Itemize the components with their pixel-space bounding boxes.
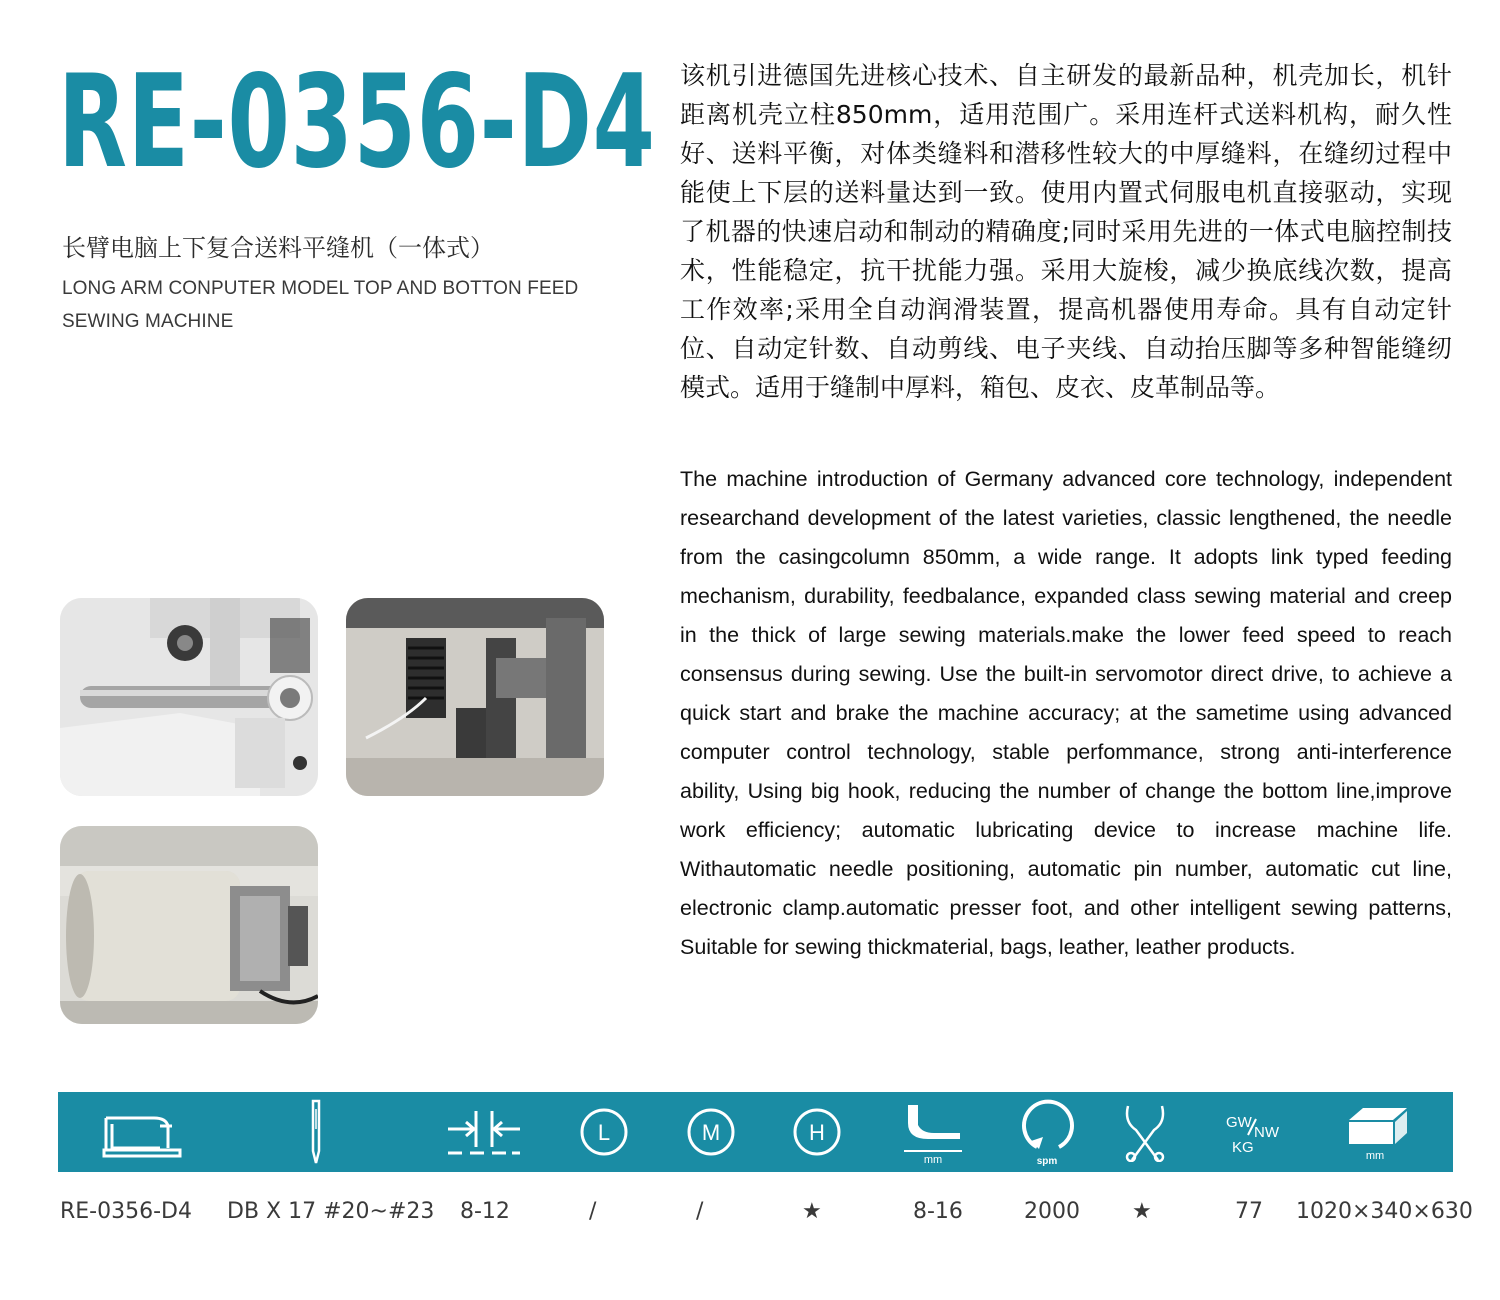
spec-value-light: /	[589, 1199, 597, 1224]
svg-text:mm: mm	[923, 1154, 943, 1165]
medium-material-icon	[685, 1092, 737, 1172]
svg-text:L: L	[597, 1120, 611, 1145]
svg-text:GW: GW	[1226, 1114, 1252, 1131]
presser-foot-lift-icon	[898, 1092, 968, 1172]
model-title: RE-0356-D4	[58, 48, 656, 197]
svg-text:H: H	[809, 1120, 825, 1145]
spec-icon-bar	[58, 1092, 1453, 1172]
spec-value-medium: /	[696, 1199, 704, 1224]
light-material-icon	[578, 1092, 630, 1172]
subtitle-english: LONG ARM CONPUTER MODEL TOP AND BOTTON FEED SEWING MACHINE	[62, 278, 579, 332]
spec-value-speed: 2000	[1024, 1199, 1080, 1224]
sewing-machine-icon	[100, 1092, 184, 1172]
spec-value-needle: DB X 17 #20~#23	[227, 1199, 435, 1224]
thread-trimmer-icon	[1120, 1092, 1170, 1172]
spec-value-presser-lift: 8-16	[913, 1199, 963, 1224]
spec-value-stitch-length: 8-12	[460, 1199, 510, 1224]
svg-text:NW: NW	[1254, 1124, 1279, 1141]
spec-value-weight: 77	[1235, 1199, 1263, 1224]
speed-icon	[1016, 1092, 1078, 1172]
heavy-material-icon	[791, 1092, 843, 1172]
svg-text:spm: spm	[1036, 1156, 1058, 1167]
package-size-icon	[1343, 1092, 1413, 1172]
spec-value-size: 1020×340×630	[1296, 1199, 1473, 1224]
product-photo-presser-mechanism	[60, 598, 318, 796]
product-photo-servo-motor	[60, 826, 318, 1024]
subtitle-chinese: 长臂电脑上下复合送料平缝机（一体式）	[62, 234, 494, 262]
description-english: The machine introduction of Germany advanced core technology, independent researchand development of the latest varieties, classic lengthened, the needle from the casingcolumn 850mm, a wide range. It adopts link typed feeding mechanism, durability, feedbalance, expanded class sewing material and creep in the thick of large sewing materials.make the lower feed speed to reach consensus during sewing. Use the built-in servomotor direct drive, to achieve a quick start and brake the machine accuracy; at the sametime using advanced computer control technology, stable perfommance, strong anti-interference ability, Using big hook, reducing the number of change the bottom line,improve work efficiency; automatic lubricating device to increase machine life. Withautomatic needle positioning, automatic pin number, automatic cut line, electronic clamp.automatic presser foot, and other intelligent sewing patterns, Suitable for sewing thickmaterial, bags, leather, leather products.	[680, 467, 1452, 959]
stitch-length-icon	[442, 1092, 526, 1172]
spec-value-model: RE-0356-D4	[60, 1199, 192, 1224]
spec-value-heavy: ★	[802, 1199, 822, 1224]
svg-text:mm: mm	[1365, 1150, 1385, 1162]
svg-text:M: M	[701, 1120, 721, 1145]
product-photo-feed-mechanism	[346, 598, 604, 796]
spec-value-trimmer: ★	[1132, 1199, 1152, 1224]
description-chinese: 该机引进德国先进核心技术、自主研发的最新品种，机壳加长，机针距离机壳立柱850mm，适用范围广。采用连杆式送料机构，耐久性好、送料平衡，对体类缝料和潜移性较大的中厚缝料，在缝纫过程中能使上下层的送料量达到一致。使用内置式伺服电机直接驱动，实现了机器的快速启动和制动的精确度;同时采用先进的一体式电脑控制技术，性能稳定，抗干扰能力强。采用大旋梭，减少换底线次数，提高工作效率;采用全自动润滑装置，提高机器使用寿命。具有自动定针位、自动定针数、自动剪线、电子夹线、自动抬压脚等多种智能缝纫模式。适用于缝制中厚料，箱包、皮衣、皮革制品等。	[680, 61, 1452, 402]
needle-icon	[294, 1092, 338, 1172]
weight-icon	[1210, 1092, 1290, 1172]
svg-text:KG: KG	[1232, 1139, 1254, 1156]
